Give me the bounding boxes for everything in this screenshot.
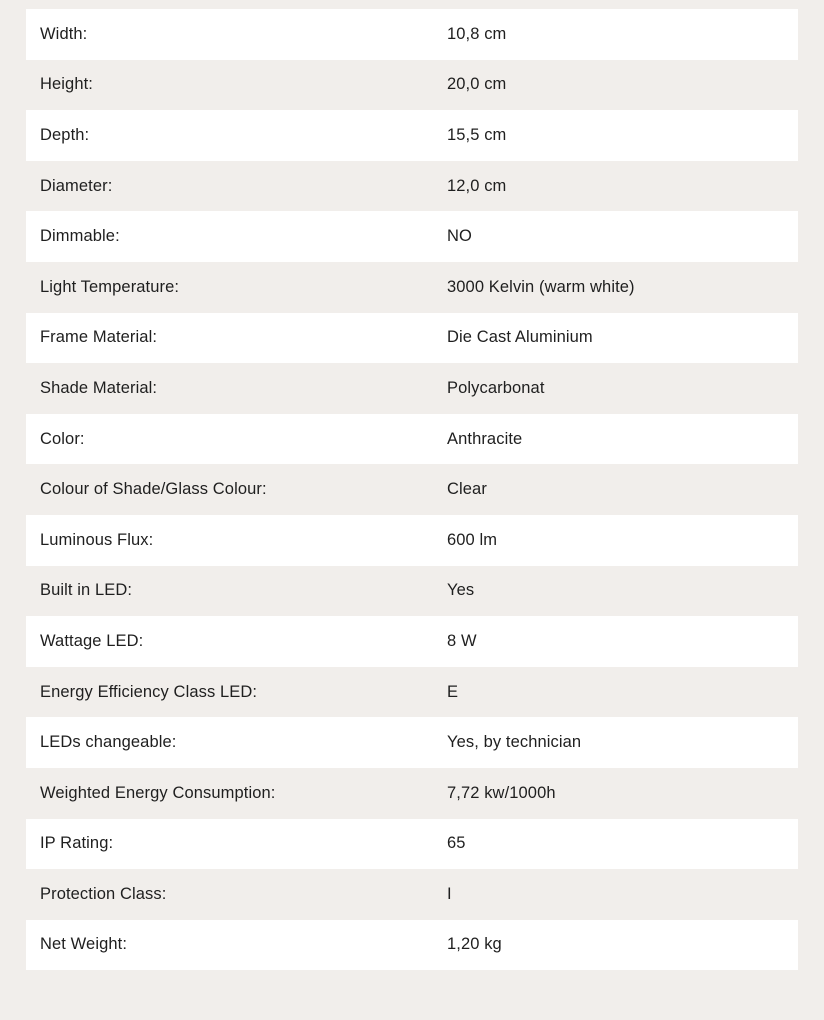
spec-label: Diameter:	[40, 176, 113, 195]
spec-row-shade-colour	[26, 464, 798, 515]
spec-label: Height:	[40, 75, 93, 94]
spec-value: Die Cast Aluminium	[447, 328, 593, 347]
spec-row-height	[26, 60, 798, 111]
spec-value: Anthracite	[447, 429, 523, 448]
spec-row-frame-material	[26, 313, 798, 364]
spec-row-depth	[26, 110, 798, 161]
spec-value: 7,72 kw/1000h	[447, 783, 556, 802]
spec-value: Yes	[447, 581, 475, 600]
spec-value: NO	[447, 227, 472, 246]
spec-value: 1,20 kg	[447, 935, 502, 954]
spec-row-net-weight	[26, 920, 798, 971]
spec-label: Light Temperature:	[40, 277, 180, 296]
spec-row-shade-material	[26, 363, 798, 414]
spec-label: Color:	[40, 429, 85, 448]
spec-value: Yes, by technician	[447, 733, 582, 752]
spec-label: Width:	[40, 24, 88, 43]
spec-table	[26, 9, 798, 970]
spec-row-width	[26, 9, 798, 60]
spec-row-diameter	[26, 161, 798, 212]
spec-value: 12,0 cm	[447, 176, 507, 195]
spec-row-color	[26, 414, 798, 465]
spec-label: IP Rating:	[40, 834, 114, 853]
spec-row-dimmable	[26, 211, 798, 262]
spec-label: LEDs changeable:	[40, 733, 177, 752]
spec-label: Depth:	[40, 125, 90, 144]
spec-row-luminous-flux	[26, 515, 798, 566]
spec-label: Energy Efficiency Class LED:	[40, 682, 258, 701]
spec-value: 15,5 cm	[447, 125, 507, 144]
spec-row-energy-consumption	[26, 768, 798, 819]
spec-value: 8 W	[447, 631, 477, 650]
spec-label: Net Weight:	[40, 935, 127, 954]
spec-value: 600 lm	[447, 530, 498, 549]
spec-label: Built in LED:	[40, 581, 133, 600]
spec-label: Frame Material:	[40, 328, 158, 347]
spec-row-light-temperature	[26, 262, 798, 313]
spec-row-ip-rating	[26, 819, 798, 870]
spec-value: Polycarbonat	[447, 378, 545, 397]
spec-label: Wattage LED:	[40, 631, 144, 650]
spec-label: Dimmable:	[40, 227, 120, 246]
spec-label: Protection Class:	[40, 884, 167, 903]
spec-row-leds-changeable	[26, 717, 798, 768]
spec-value: 10,8 cm	[447, 24, 507, 43]
spec-value: Clear	[447, 480, 487, 499]
spec-row-protection-class	[26, 869, 798, 920]
spec-label: Shade Material:	[40, 378, 158, 397]
spec-label: Colour of Shade/Glass Colour:	[40, 480, 267, 499]
spec-value: E	[447, 682, 459, 701]
spec-value: 65	[447, 834, 466, 853]
spec-row-built-in-led	[26, 566, 798, 617]
spec-value: 3000 Kelvin (warm white)	[447, 277, 635, 296]
spec-label: Weighted Energy Consumption:	[40, 783, 276, 802]
spec-row-wattage-led	[26, 616, 798, 667]
spec-label: Luminous Flux:	[40, 530, 154, 549]
spec-value: I	[447, 884, 452, 903]
spec-row-energy-class	[26, 667, 798, 718]
spec-value: 20,0 cm	[447, 75, 507, 94]
